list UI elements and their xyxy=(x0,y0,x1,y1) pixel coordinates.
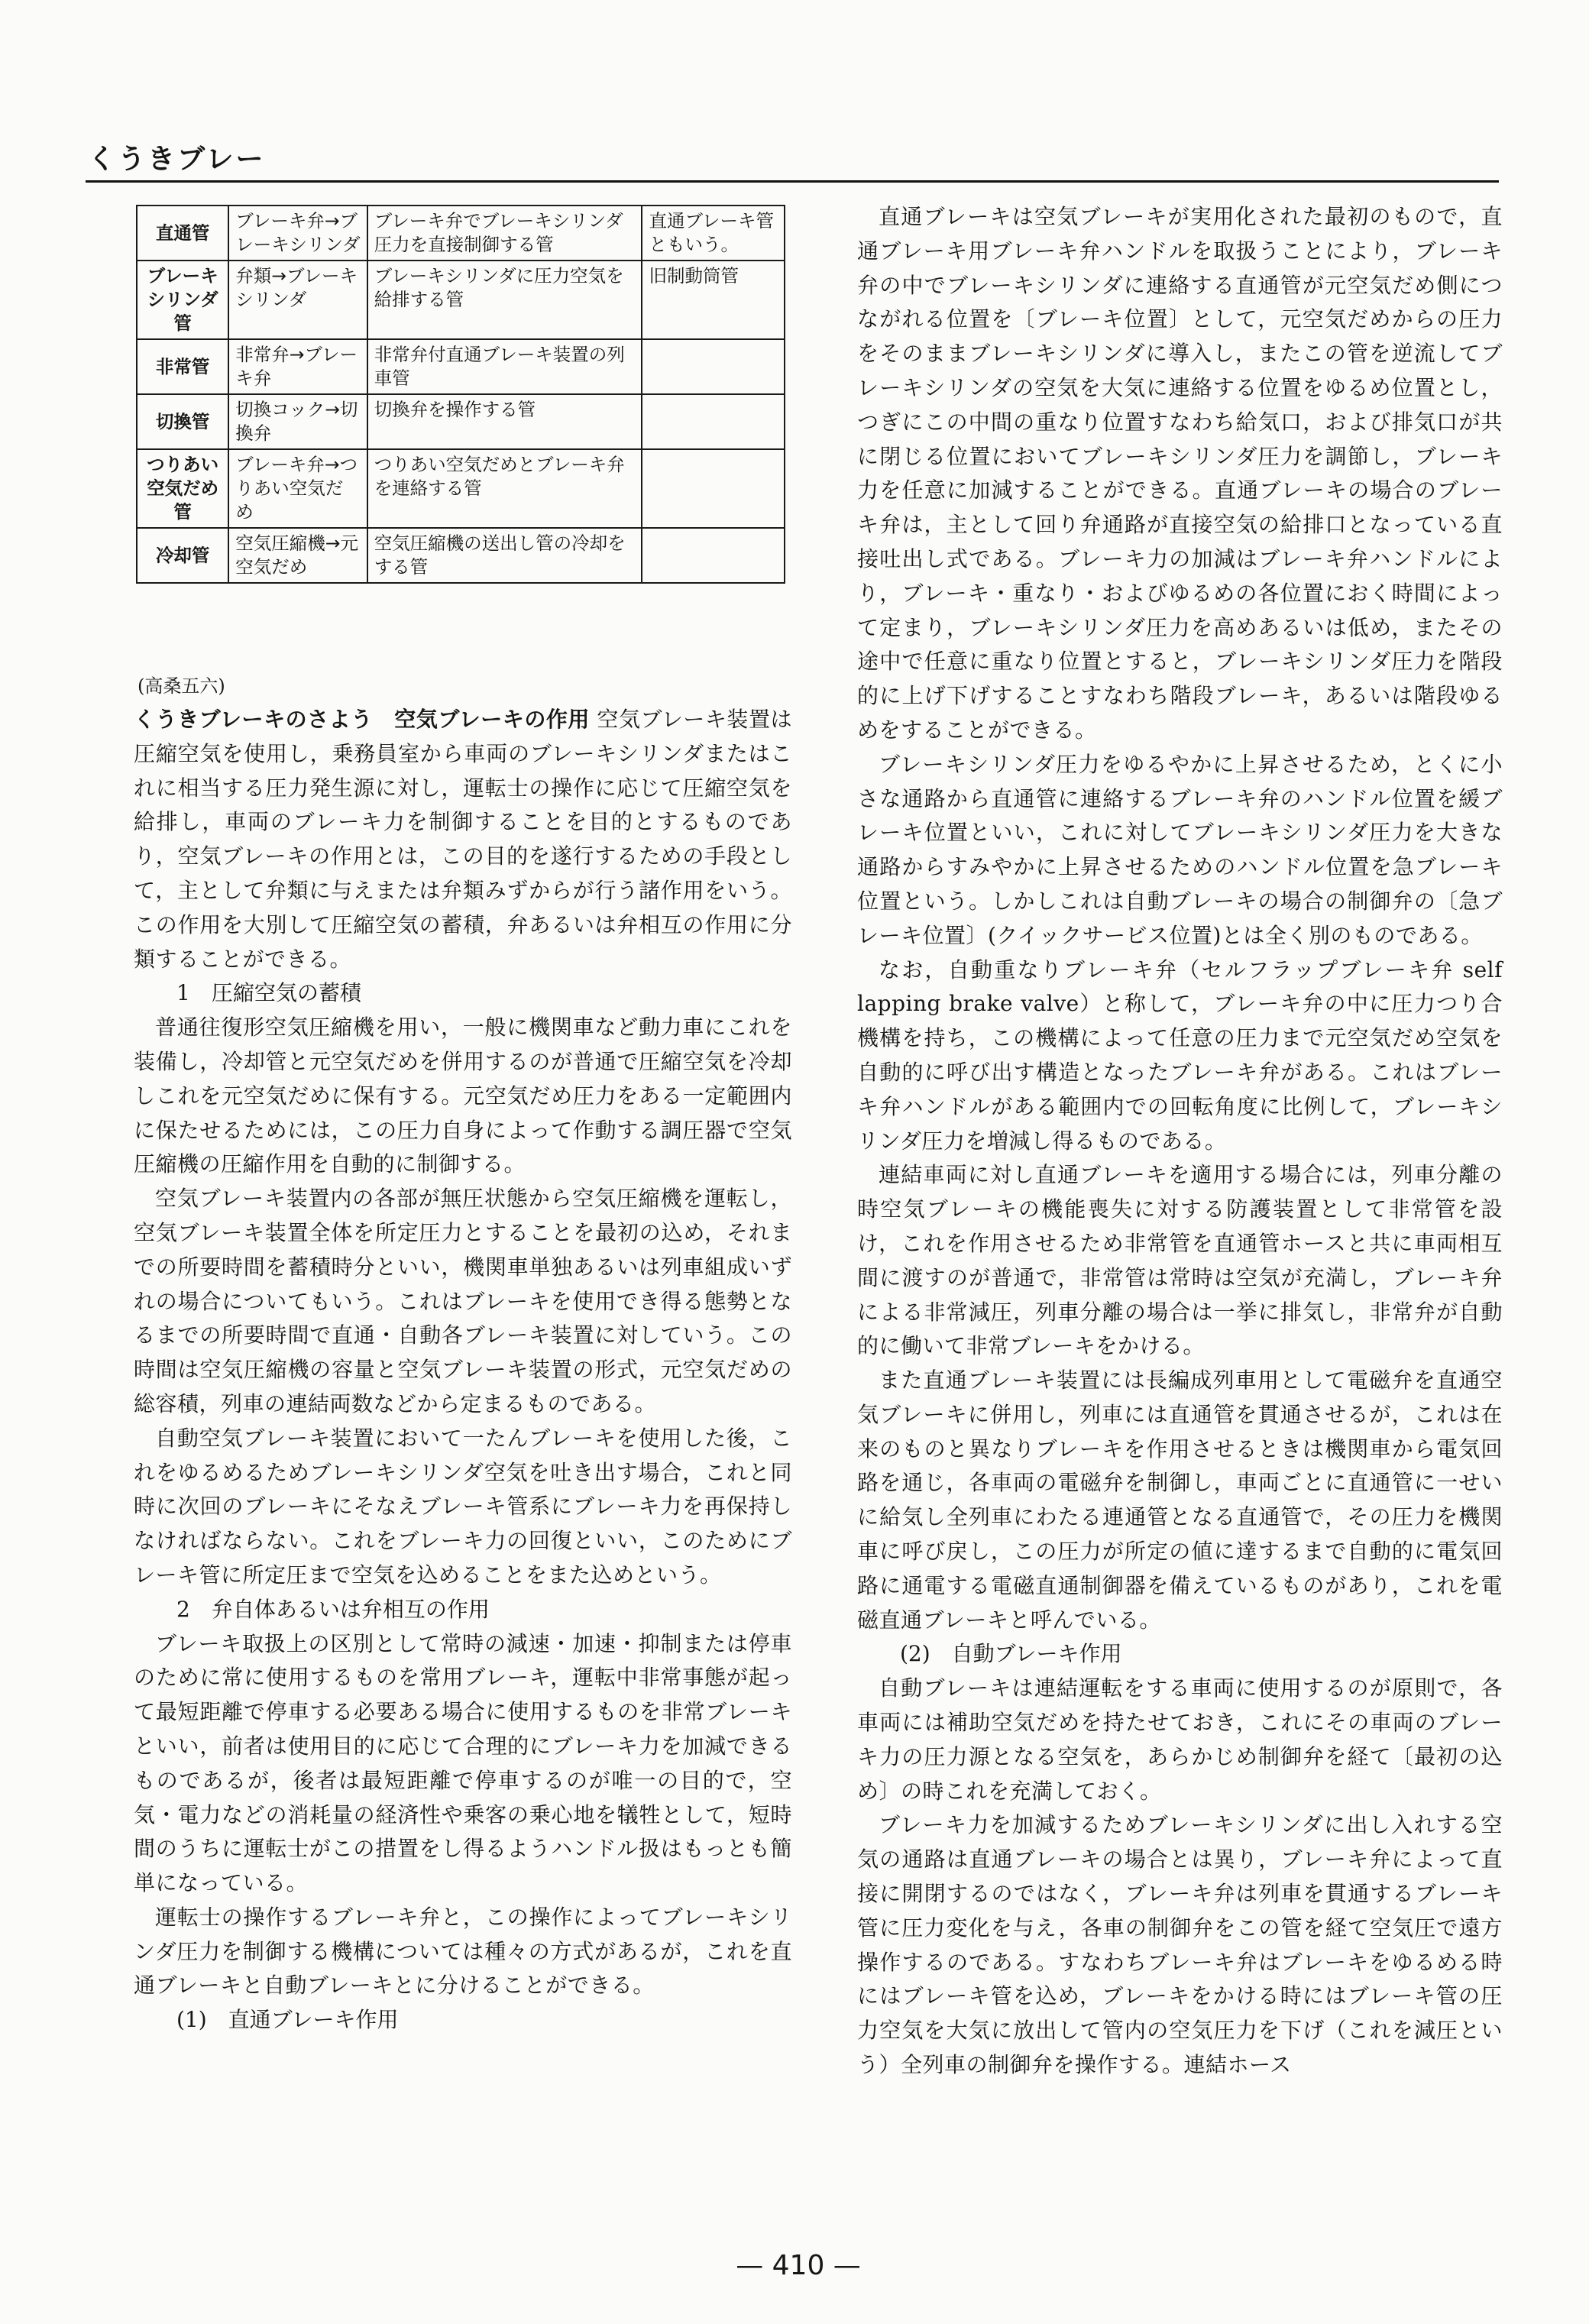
subsection-heading: (2) 自動ブレーキ作用 xyxy=(900,1641,1122,1667)
paragraph: 自動ブレーキは連結運転をする車両に使用するのが原則で，各車両には補助空気だめを持たせておき，これにその車両のブレーキ力の圧力源となる空気を，あらかじめ制御弁を経て〔最初の込め〕の時これを充満しておく。 xyxy=(857,1675,1503,1804)
right-column xyxy=(857,200,1503,2083)
page-number: — 410 — xyxy=(736,2250,861,2281)
paragraph: 空気ブレーキ装置内の各部が無圧状態から空気圧縮機を運転し，空気ブレーキ装置全体を所定圧力とすることを最初の込め，それまでの所要時間を蓄積時分といい，機関車単独あるいは列車組成いずれの場合についてもいう。これはブレーキを使用でき得る態勢となるまでの所要時間で直通・自動各ブレーキ装置に対していう。この時間は空気圧縮機の容量と空気ブレーキ装置の形式，元空気だめの総容積，列車の連結両数などから定まるものである。 xyxy=(134,1186,792,1416)
table-cell-desc: 空気圧縮機の送出し管の冷却をする管 xyxy=(367,528,642,583)
table-cell-note xyxy=(642,339,785,394)
table-cell-term: ブレーキシリンダ管 xyxy=(137,261,228,339)
entry-intro-text: 空気ブレーキ装置は圧縮空気を使用し，乗務員室から車両のブレーキシリンダまたはこれに相当する圧力発生源に対し，運転士の操作に応じて圧縮空気を給排し，車両のブレーキ力を制御することを目的とするものであり，空気ブレーキの作用とは，この目的を遂行するための手段として，主として弁類に与えまたは弁類みずからが行う諸作用をいう。この作用を大別して圧縮空気の蓄積，弁あるいは弁相互の作用に分類することができる。 xyxy=(134,707,792,972)
table-cell-desc: ブレーキ弁でブレーキシリンダ圧力を直接制御する管 xyxy=(367,206,642,261)
table-cell-note xyxy=(642,449,785,528)
running-head: くうきブレー xyxy=(88,144,266,175)
left-column xyxy=(134,703,792,2038)
table-row xyxy=(137,449,785,528)
table-cell-term: 非常管 xyxy=(137,339,228,394)
table-cell-term: つりあい空気だめ管 xyxy=(137,449,228,528)
table-cell-desc: 非常弁付直通ブレーキ装置の列車管 xyxy=(367,339,642,394)
table-cell-route: 非常弁→ブレーキ弁 xyxy=(228,339,367,394)
table-cell-desc: ブレーキシリンダに圧力空気を給排する管 xyxy=(367,261,642,339)
table-cell-note: 直通ブレーキ管ともいう。 xyxy=(642,206,785,261)
table-row xyxy=(137,206,785,261)
entry-headword: くうきブレーキのさよう 空気ブレーキの作用 xyxy=(134,707,590,732)
table-cell-route: ブレーキ弁→つりあい空気だめ xyxy=(228,449,367,528)
table-cell-note xyxy=(642,528,785,583)
paragraph: 連結車両に対し直通ブレーキを適用する場合には，列車分離の時空気ブレーキの機能喪失に対する防護装置として非常管を設け，これを作用させるため非常管を直通管ホースと共に車両相互間に渡すのが普通で，非常管は常時は空気が充満し，ブレーキ弁による非常減圧，列車分離の場合は一挙に排気し，非常弁が自動的に働いて非常ブレーキをかける。 xyxy=(857,1162,1503,1359)
table-cell-term: 切換管 xyxy=(137,394,228,449)
paragraph: ブレーキ取扱上の区別として常時の減速・加速・抑制または停車のために常に使用するものを常用ブレーキ，運転中非常事態が起って最短距離で停車する必要ある場合に使用するものを非常ブレーキといい，前者は使用目的に応じて合理的にブレーキ力を加減できるものであるが，後者は最短距離で停車するのが唯一の目的で，空気・電力などの消耗量の経済性や乗客の乗心地を犠牲として，短時間のうちに運転士がこの措置をし得るようハンドル扱はもっとも簡単になっている。 xyxy=(134,1630,792,1896)
table-cell-route: ブレーキ弁→ブレーキシリンダ xyxy=(228,206,367,261)
table-row xyxy=(137,261,785,339)
paragraph: また直通ブレーキ装置には長編成列車用として電磁弁を直通空気ブレーキに併用し，列車には直通管を貫通させるが，これは在来のものと異なりブレーキを作用させるときは機関車から電気回路を通じ，各車両の電磁弁を制御し，車両ごとに直通管に一せいに給気し全列車にわたる連通管となる直通管で，その圧力を機関車に呼び戻し，この圧力が所定の値に達するまで自動的に電気回路に通電する電磁直通制御器を備えているものがあり，これを電磁直通ブレーキと呼んでいる。 xyxy=(857,1368,1503,1633)
entry-intro xyxy=(134,703,792,976)
table-cell-route: 空気圧縮機→元空気だめ xyxy=(228,528,367,583)
table-row xyxy=(137,394,785,449)
paragraph: 普通往復形空気圧縮機を用い，一般に機関車など動力車にこれを装備し，冷却管と元空気だめを併用するのが普通で圧縮空気を冷却しこれを元空気だめに保有する。元空気だめ圧力をある一定範囲内に保たせるためには，この圧力自身によって作動する調圧器で空気圧縮機の圧縮作用を自動的に制御する。 xyxy=(134,1015,792,1177)
subsection-heading: (1) 直通ブレーキ作用 xyxy=(176,2007,399,2033)
table-row xyxy=(137,528,785,583)
section-1-heading: 1 圧縮空気の蓄積 xyxy=(176,980,361,1006)
paragraph: ブレーキシリンダ圧力をゆるやかに上昇させるため，とくに小さな通路から直通管に連絡するブレーキ弁のハンドル位置を緩ブレーキ位置といい，これに対してブレーキシリンダ圧力を大きな通路からすみやかに上昇させるためのハンドル位置を急ブレーキ位置という。しかしこれは自動ブレーキの場合の制御弁の〔急ブレーキ位置〕(クイックサービス位置)とは全く別のものである。 xyxy=(857,751,1503,948)
table-cell-route: 切換コック→切換弁 xyxy=(228,394,367,449)
source-note: (高桑五六) xyxy=(138,675,225,697)
table-cell-route: 弁類→ブレーキシリンダ xyxy=(228,261,367,339)
header-rule xyxy=(86,180,1499,183)
paragraph: 自動空気ブレーキ装置において一たんブレーキを使用した後，これをゆるめるためブレーキシリンダ空気を吐き出す場合，これと同時に次回のブレーキにそなえブレーキ管系にブレーキ力を再保持しなければならない。これをブレーキ力の回復といい，このためにブレーキ管に所定圧まで空気を込めることをまた込めという。 xyxy=(134,1425,792,1588)
table-cell-note xyxy=(642,394,785,449)
table-cell-note: 旧制動筒管 xyxy=(642,261,785,339)
paragraph: 直通ブレーキは空気ブレーキが実用化された最初のもので，直通ブレーキ用ブレーキ弁ハンドルを取扱うことにより，ブレーキ弁の中でブレーキシリンダに連絡する直通管が元空気だめ側につながれる位置を〔ブレーキ位置〕として，元空気だめからの圧力をそのままブレーキシリンダに導入し，またこの管を逆流してブレーキシリンダの空気を大気に連絡する位置をゆるめ位置とし，つぎにこの中間の重なり位置すなわち給気口，および排気口が共に閉じる位置においてブレーキシリンダ圧力を調節し，ブレーキ力を任意に加減することができる。直通ブレーキの場合のブレーキ弁は，主として回り弁通路が直接空気の給排口となっている直接吐出し式である。ブレーキ力の加減はブレーキ弁ハンドルにより，ブレーキ・重なり・およびゆるめの各位置におく時間によって定まり，ブレーキシリンダ圧力を高めあるいは低め，またその途中で任意に重なり位置とすると，ブレーキシリンダ圧力を階段的に上げ下げすることすなわち階段ブレーキ，あるいは階段ゆるめをすることができる。 xyxy=(857,204,1503,743)
table-row xyxy=(137,339,785,394)
table-cell-term: 直通管 xyxy=(137,206,228,261)
paragraph: ブレーキ力を加減するためブレーキシリンダに出し入れする空気の通路は直通ブレーキの場合とは異り，ブレーキ弁によって直接に開閉するのではなく，ブレーキ弁は列車を貫通するブレーキ管に圧力変化を与え，各車の制御弁をこの管を経て空気圧で遠方操作するのである。すなわちブレーキ弁はブレーキをゆるめる時にはブレーキ管を込め，ブレーキをかける時にはブレーキ管の圧力空気を大気に放出して管内の空気圧力を下げ（これを減圧という）全列車の制御弁を操作する。連結ホース xyxy=(857,1812,1503,2078)
table-cell-term: 冷却管 xyxy=(137,528,228,583)
table-cell-desc: つりあい空気だめとブレーキ弁を連絡する管 xyxy=(367,449,642,528)
paragraph: なお，自動重なりブレーキ弁（セルフラップブレーキ弁 self lapping brake valve）と称して，ブレーキ弁の中に圧力つり合機構を持ち，この機構によって任意の圧力まで元空気だめ空気を自動的に呼び出す構造となったブレーキ弁がある。これはブレーキ弁ハンドルがある範囲内での回転角度に比例して，ブレーキシリンダ圧力を増減し得るものである。 xyxy=(857,956,1503,1154)
section-2-heading: 2 弁自体あるいは弁相互の作用 xyxy=(176,1596,490,1622)
pipe-terms-table xyxy=(136,205,785,584)
table-cell-desc: 切換弁を操作する管 xyxy=(367,394,642,449)
paragraph: 運転士の操作するブレーキ弁と，この操作によってブレーキシリンダ圧力を制御する機構については種々の方式があるが，これを直通ブレーキと自動ブレーキとに分けることができる。 xyxy=(134,1904,792,1999)
